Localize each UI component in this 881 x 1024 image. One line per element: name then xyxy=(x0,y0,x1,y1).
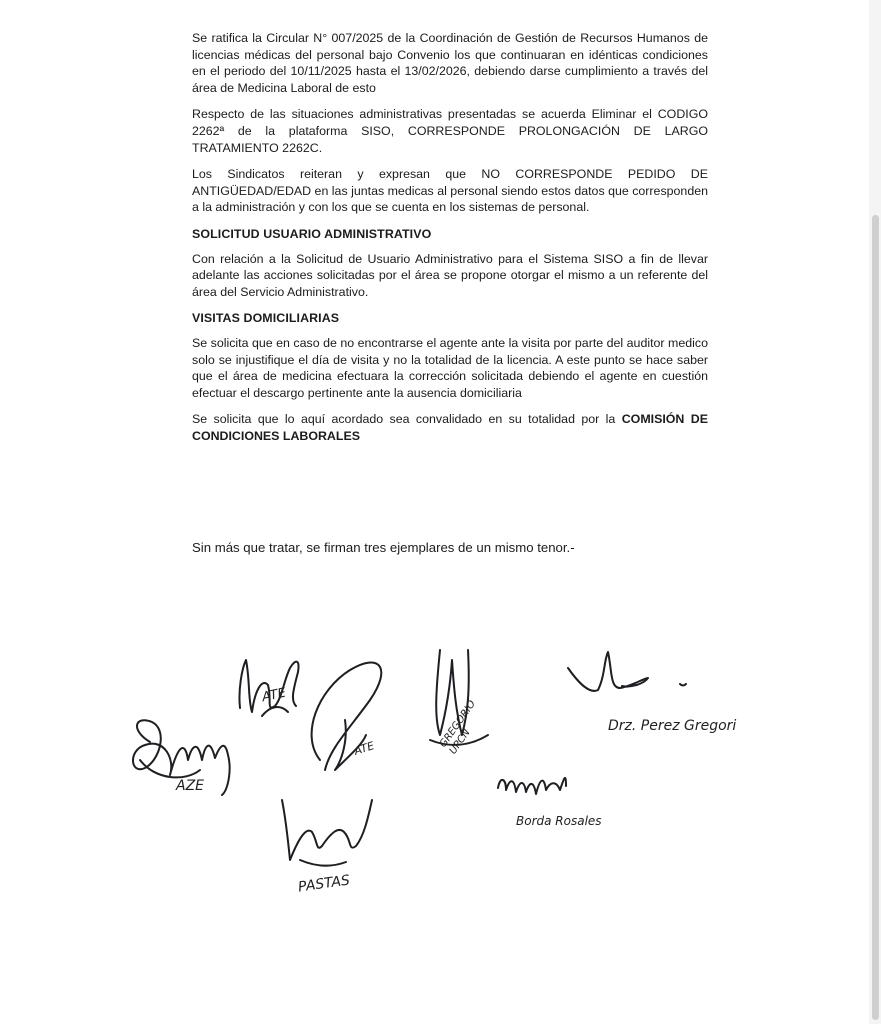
signature-label-pastas: PASTAS xyxy=(297,872,351,896)
scrollbar[interactable] xyxy=(869,0,881,1024)
paragraph-circular: Se ratifica la Circular N° 007/2025 de la Coordinación de Gestión de Recursos Humanos de licencias médicas del personal bajo Convenio los que continuaran en idénticas condiciones en el periodo del 10/11/2025 hasta el 13/02/2026, debiendo darse cumplimiento a través del área de Medicina Laboral de esto xyxy=(192,31,708,95)
signature-perez xyxy=(568,652,686,691)
signature-label-ate-1: ATE xyxy=(260,685,288,706)
signature-ate-2 xyxy=(312,662,382,770)
paragraph-visitas: Se solicita que en caso de no encontrarse el agente ante la visita por parte del auditor medico solo se injustifique el día de visita y no la totalidad de la licencia. A este punto se hace saber que el área de medicina efectuara la corrección solicitada debiendo el agente en cuestión efectuar el descargo pertinente ante la ausencia domiciliaria xyxy=(192,335,708,400)
paragraph-sindicatos: Los Sindicatos reiteran y expresan que NO CORRESPONDE PEDIDO DE ANTIGÜEDAD/EDAD en las juntas medicas al personal siendo estos datos que corresponden a la administración y con los que se cuenta en los sistemas de personal. xyxy=(192,167,708,215)
paragraph-usuario-administrativo: Con relación a la Solicitud de Usuario Administrativo para el Sistema SISO a fin de llevar adelante las acciones solicitadas por el área se propone otorgar el mismo a un referente del área del Servicio Administrativo. xyxy=(192,251,708,299)
paragraph-codigo: Respecto de las situaciones administrativas presentadas se acuerda Eliminar el CODIGO 2262ª de la plataforma SISO, CORRESPONDE PROLONGACIÓN DE LARGO TRATAMIENTO 2262C. xyxy=(192,107,708,155)
comision-name: COMISIÓN DE CONDICIONES LABORALES xyxy=(192,412,708,443)
closing-statement: Sin más que tratar, se firman tres ejemplares de un mismo tenor.- xyxy=(192,540,575,555)
signature-borda xyxy=(498,778,566,794)
signature-label-ate-2: ATE xyxy=(352,739,376,758)
heading-solicitud-usuario: SOLICITUD USUARIO ADMINISTRATIVO xyxy=(192,226,432,241)
heading-visitas-domiciliarias: VISITAS DOMICILIARIAS xyxy=(192,311,340,326)
scrollbar-thumb[interactable] xyxy=(872,215,879,1020)
signature-pastas xyxy=(282,800,372,866)
signature-label-perez: Drz. Perez Gregori xyxy=(608,718,737,734)
convalidacion-text: Se solicita que lo aquí acordado sea convalidado en su totalidad por la xyxy=(192,412,622,427)
signature-label-borda: Borda Rosales xyxy=(516,814,602,828)
signature-label-aze: AZE xyxy=(176,778,205,794)
signature-label-gregorio: GREGORIO UPCN xyxy=(437,698,479,757)
